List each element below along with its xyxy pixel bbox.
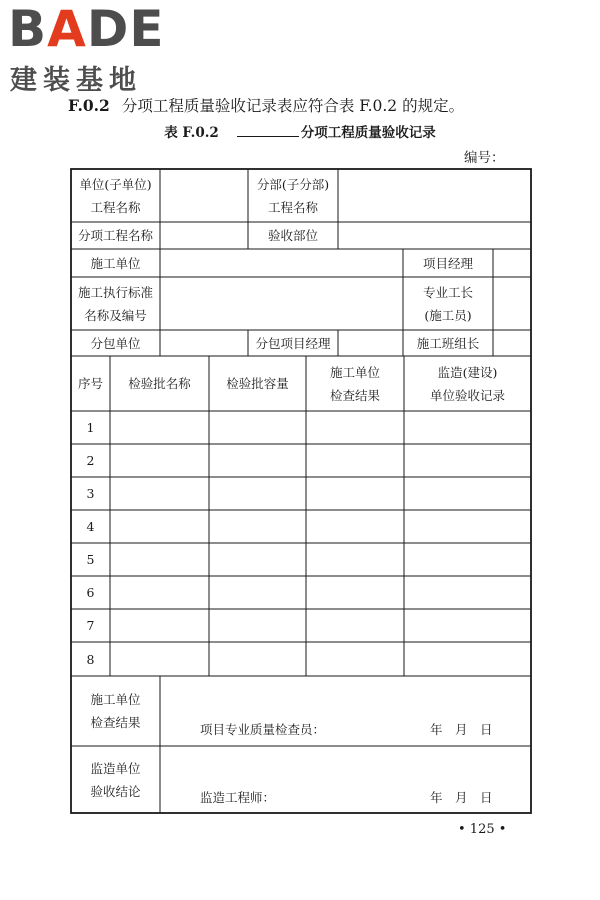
row-number: 2	[86, 453, 95, 468]
label-subitem-name: 分项工程名称	[77, 228, 153, 243]
row-number: 3	[86, 486, 95, 501]
inspector-signature-label: 项目专业质量检查员：	[200, 722, 326, 737]
label-standard: 施工执行标准 名称及编号	[77, 284, 153, 323]
page-number: • 125 •	[458, 822, 507, 837]
row-number: 6	[86, 585, 95, 600]
clause-text: F.0.2 分项工程质量验收记录表应符合表 F.0.2 的规定。	[68, 96, 465, 115]
label-project-manager: 项目经理	[422, 255, 473, 271]
table-title: 表 F.0.2 分项工程质量验收记录	[164, 125, 436, 141]
label-construction-check: 施工单位 检查结果	[90, 692, 141, 730]
column-batch-name: 检验批名称	[128, 376, 191, 391]
label-acceptance-location: 验收部位	[267, 228, 318, 243]
row-number: 7	[86, 618, 95, 633]
row-number: 8	[86, 651, 95, 667]
column-supervision-record: 监造(建设) 单位验收记录	[429, 364, 505, 403]
logo-chinese: 建装基地	[10, 65, 142, 96]
column-batch-capacity: 检验批容量	[226, 376, 289, 391]
row-number: 1	[86, 420, 95, 435]
row-number: 5	[86, 552, 95, 567]
inspector-date: 年 月 日	[430, 722, 493, 737]
label-division-name: 分部(子分部) 工程名称	[256, 176, 330, 215]
engineer-date: 年 月 日	[430, 790, 493, 805]
label-team-leader: 施工班组长	[416, 335, 480, 351]
column-seq: 序号	[77, 376, 103, 391]
serial-label: 编号：	[464, 150, 505, 166]
engineer-signature-label: 监造工程师：	[200, 790, 276, 805]
label-subcontractor: 分包单位	[90, 335, 141, 351]
label-unit-name: 单位(子单位) 工程名称	[79, 176, 152, 215]
label-construction-unit: 施工单位	[90, 255, 141, 271]
label-sub-project-manager: 分包项目经理	[255, 335, 331, 351]
column-check-result: 施工单位 检查结果	[329, 364, 380, 403]
label-foreman: 专业工长 (施工员)	[422, 284, 473, 323]
row-number: 4	[86, 519, 95, 534]
label-supervision-conclusion: 监造单位 验收结论	[90, 760, 141, 799]
logo-brand: BADE	[8, 0, 165, 58]
